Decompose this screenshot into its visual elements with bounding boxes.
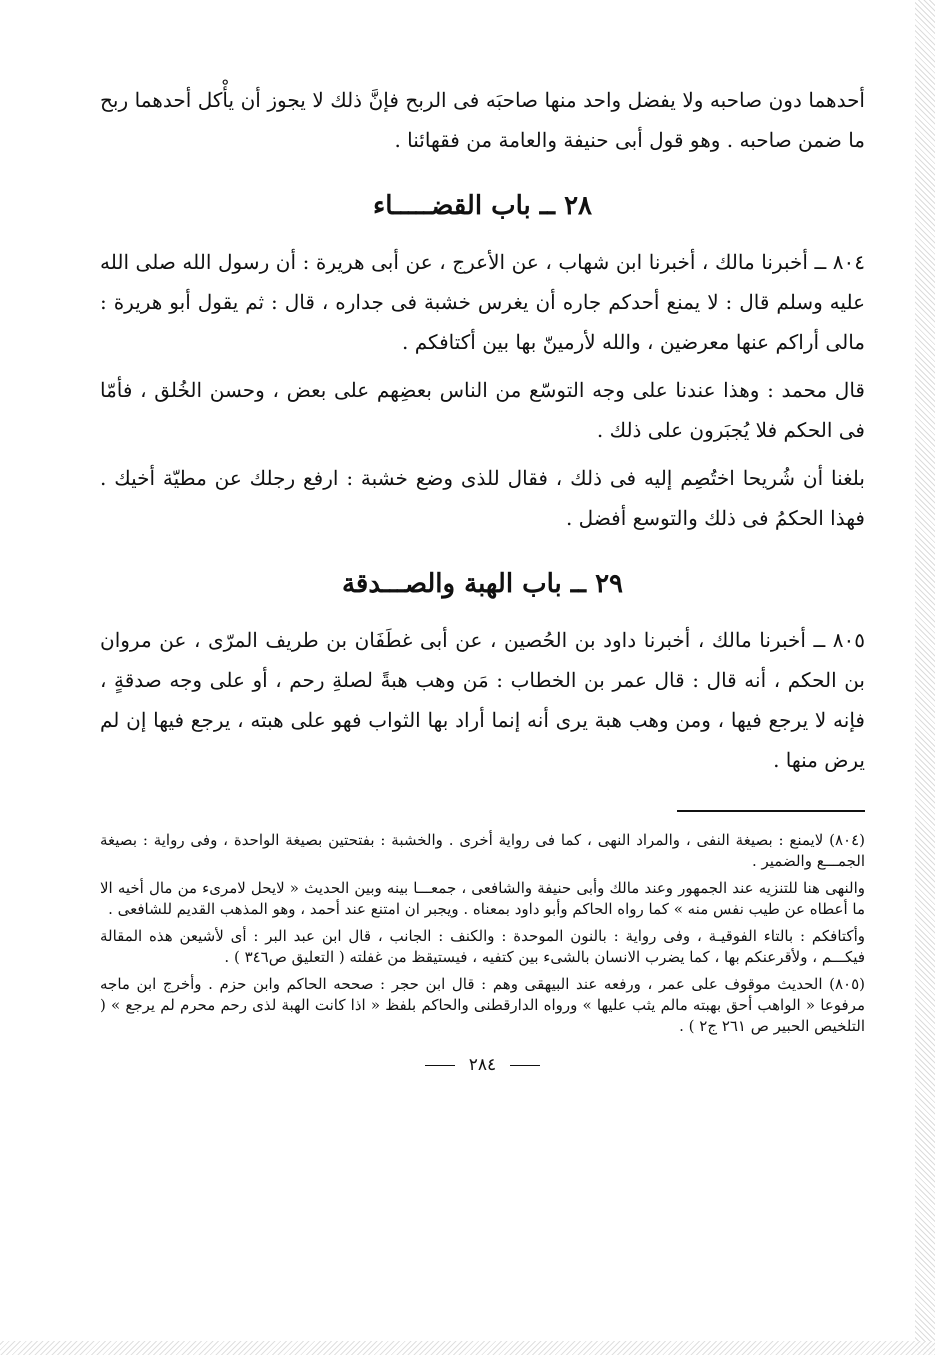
footnote-805: (٨٠٥) الحديث موقوف على عمر ، ورفعه عند البيهقى وهم : قال ابن حجر : صححه الحاكم وابن حزم . وأخرج ابن ماجه مرفوعا « الواهب أحق بهبته مالم يثب عليها » ورواه الدارقطنى والحاكم بلفظ « اذا كانت الهبة لذى رحم محرم لم يرجع » ( التلخيص الحبير ص ٢٦١ ج٢ ) . [100,975,865,1035]
hadith-804: ٨٠٤ ــ أخبرنا مالك ، أخبرنا ابن شهاب ، عن الأعرج ، عن أبى هريرة : أن رسول الله صلى الله عليه وسلم قال : لا يمنع أحدكم جاره أن يغرس خشبة فى جداره ، قال : ثم يقول أبو هريرة : مالى أراكم عنها معرضين ، والله لأرمينّ بها بين أكتافكم . [100,250,866,354]
folio-dash-right [510,1065,540,1066]
footnote-804-a: (٨٠٤) لايمنع : بصيغة النفى ، والمراد النهى ، كما فى رواية أخرى . والخشبة : بفتحتين بصيغة الواحدة ، وفى رواية : بصيغة الجمـــع والضمير . [100,831,865,870]
hadith-805: ٨٠٥ ــ أخبرنا مالك ، أخبرنا داود بن الحُصين ، عن أبى غطَفَان بن طريف المرّى ، عن مروان بن الحكم ، أنه قال : قال عمر بن الخطاب : مَن وهب هبةً لصلةِ رحم ، أو على وجه صدقةٍ ، فإنه لا يرجع فيها ، ومن وهب هبة يرى أنه إنما أراد بها الثواب فهو على هبته ، يرجع فيها إن لم يرض منها . [100,628,865,772]
page-number-line [100,1055,865,1075]
footnote-separator [677,810,865,812]
footnote-804-b: والنهى هنا للتنزيه عند الجمهور وعند مالك وأبى حنيفة والشافعى ، جمعـــا بينه وبين الحديث « لايحل لامرىء من مال أخيه الا ما أعطاه عن طيب نفس منه » كما رواه الحاكم وأبو داود بمعناه . ويجبر ان امتنع عند أحمد ، وهو المذهب القديم للشافعى . [100,879,865,918]
commentary-shurayh: بلغنا أن شُريحا اختُصِم إليه فى ذلك ، فقال للذى وضع خشبة : ارفع رجلك عن مطيّة أخيك . فهذا الحكمُ فى ذلك والتوسع أفضل . [100,466,865,530]
page-body [100,80,865,1075]
footnote-804-c: وأكتافكم : بالتاء الفوقيـة ، وفى رواية : بالنون الموحدة : والكنف : الجانب ، قال ابن عبد البر : أى لأشيعن هذه المقالة فيكـــم ، ولأقرعنكم بها ، كما يضرب الانسان بالشىء بين كتفيه ، فيستيقظ من غفلته ( التعليق ص٣٤٦ ) . [100,927,865,966]
page-number: ٢٨٤ [468,1055,497,1075]
commentary-muhammad: قال محمد : وهذا عندنا على وجه التوسّع من الناس بعضِهم على بعض ، وحسن الخُلق ، فأمّا فى الحكم فلا يُجبَرون على ذلك . [100,378,865,442]
scan-edge-bottom [0,1341,935,1355]
section-heading-28: ٢٨ ــ باب القضـــــاء [372,191,593,221]
section-heading-29: ٢٩ ــ باب الهبة والصـــدقة [341,569,624,599]
scan-edge-right [915,0,935,1355]
folio-dash-left [425,1065,455,1066]
paragraph-continuation: أحدهما دون صاحبه ولا يفضل واحد منها صاحبَه فى الربح فإنَّ ذلك لا يجوز أن يأْكل أحدهما ربح ما ضمن صاحبه . وهو قول أبى حنيفة والعامة من فقهائنا . [100,88,865,152]
